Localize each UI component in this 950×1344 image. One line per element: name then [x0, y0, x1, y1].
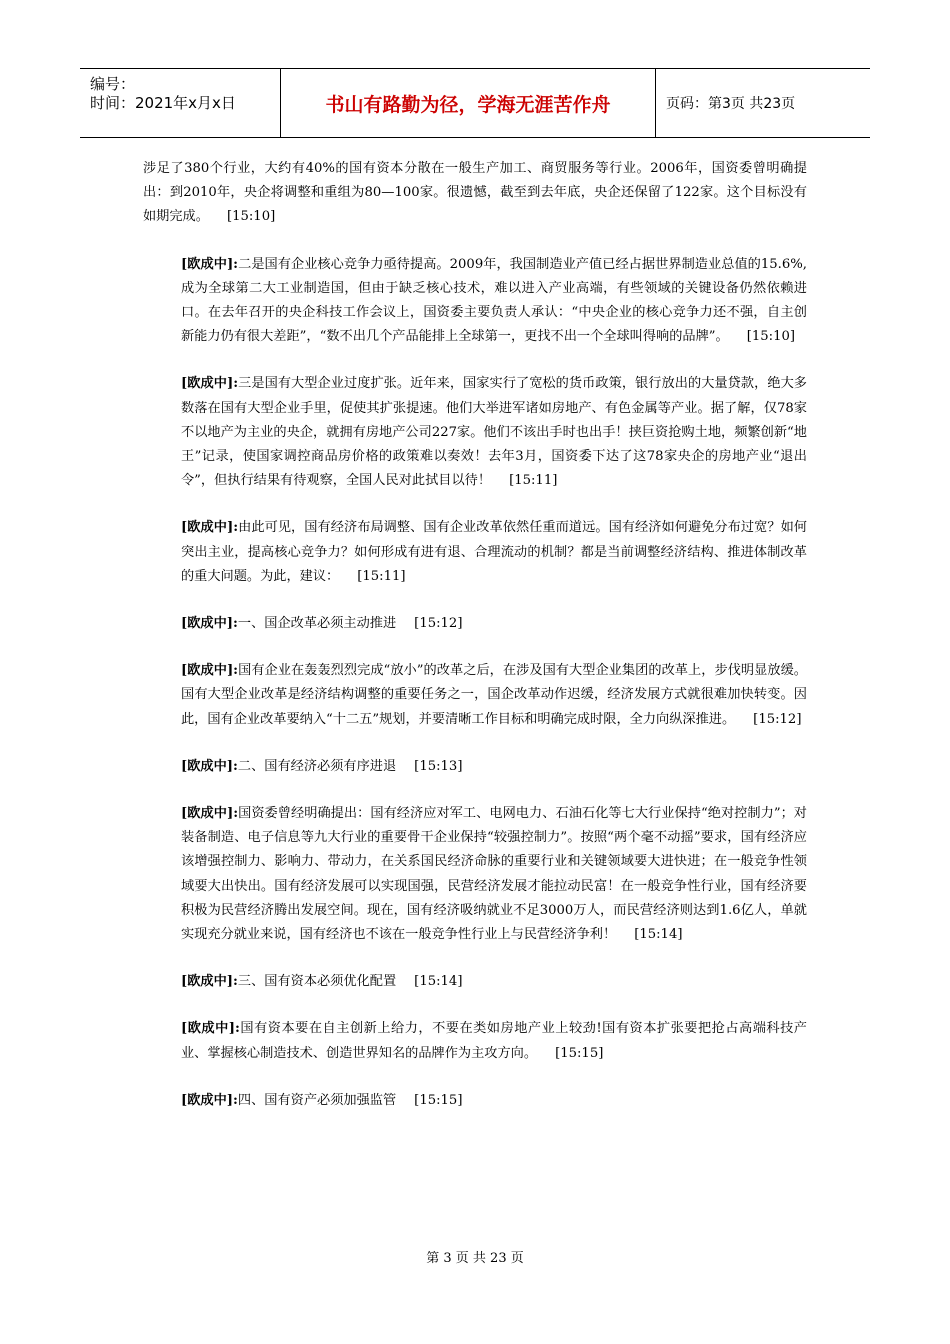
paragraph-text: 由此可见，国有经济布局调整、国有企业改革依然任重而道远。国有经济如何避免分布过宽？如何突出主业，提高核心竞争力？如何形成有进有退、合理流动的机制？都是当前调整经济结构、推进体制改革的重大问题。为此，建议： — [181, 520, 807, 584]
footer-page-number: 第 3 页 共 23 页 — [426, 1251, 524, 1266]
paragraph-3 — [143, 372, 807, 493]
paragraph-7 — [143, 755, 807, 779]
paragraph-2 — [143, 253, 807, 350]
page-header — [80, 68, 870, 138]
section-heading: 二、国有经济必须有序进退 — [237, 758, 397, 774]
timestamp: [15:14] — [414, 974, 463, 990]
paragraph-text: 涉足了380个行业，大约有40%的国有资本分散在一般生产加工、商贸服务等行业。2006年，国资委曾明确提出：到2010年，央企将调整和重组为80—100家。很遗憾，截至到去年底，央企还保留了122家。这个目标没有如期完成。 — [143, 161, 807, 225]
speaker-label: [欧成中]: — [181, 616, 238, 632]
paragraph-11 — [143, 1089, 807, 1113]
header-motto-cell — [281, 69, 656, 137]
speaker-label: [欧成中]: — [181, 758, 238, 774]
paragraph-text: 国有企业在轰轰烈烈完成“放小”的改革之后，在涉及国有大型企业集团的改革上，步伐明显放缓。国有大型企业改革是经济结构调整的重要任务之一，国企改革动作迟缓，经济发展方式就很难加快转变。因此，国有企业改革要纳入“十二五”规划，并要清晰工作目标和明确完成时限，全力向纵深推进。 — [181, 663, 807, 727]
section-heading: 四、国有资产必须加强监管 — [237, 1092, 397, 1108]
timestamp: [15:10] — [746, 329, 796, 345]
paragraph-text: 三是国有大型企业过度扩张。近年来，国家实行了宽松的货币政策，银行放出的大量贷款，绝大多数落在国有大型企业手里，促使其扩张提速。他们大举进军诸如房地产、有色金属等产业。据了解，仅78家不以地产为主业的央企，就拥有房地产公司227家。他们不该出手时也出手！挟巨资抢购土地，频繁创新“地王”记录，使国家调控商品房价格的政策难以奏效！去年3月，国资委下达了这78家央企的房地产业“退出令”，但执行结果有待观察，全国人民对此拭目以待！ — [181, 376, 807, 489]
speaker-label: [欧成中]: — [181, 376, 239, 392]
paragraph-text: 二是国有企业核心竞争力亟待提高。2009年，我国制造业产值已经占据世界制造业总值的15.6%,成为全球第二大工业制造国，但由于缺乏核心技术，难以进入产业高端，有些领域的关键设备仍然依赖进口。在去年召开的央企科技工作会议上，国资委主要负责人承认：“中央企业的核心竞争力还不强，自主创新能力仍有很大差距”，“数不出几个产品能排上全球第一，更找不出一个全球叫得响的品牌”。 — [181, 256, 807, 345]
paragraph-5 — [143, 612, 807, 636]
speaker-label: [欧成中]: — [181, 1021, 240, 1037]
paragraph-6 — [143, 659, 807, 732]
paragraph-10 — [143, 1017, 807, 1065]
timestamp: [15:10] — [226, 209, 276, 225]
header-page-cell — [656, 69, 870, 137]
paragraph-8 — [143, 802, 807, 947]
paragraph-text: 国有资本要在自主创新上给力，不要在类如房地产业上较劲!国有资本扩张要把抢占高端科技产业、掌握核心制造技术、创造世界知名的品牌作为主攻方向。 — [181, 1021, 807, 1061]
paragraph-4 — [143, 516, 807, 589]
document-number-label: 编号： — [90, 75, 136, 93]
paragraph-9 — [143, 970, 807, 994]
timestamp: [15:14] — [634, 927, 683, 943]
header-page-number: 页码：第3页 共23页 — [666, 96, 796, 112]
speaker-label: [欧成中]: — [181, 1092, 238, 1108]
timestamp: [15:13] — [414, 758, 463, 774]
speaker-label: [欧成中]: — [181, 663, 239, 679]
timestamp: [15:15] — [555, 1045, 604, 1061]
paragraph-1 — [143, 157, 807, 230]
document-body — [143, 157, 807, 1136]
speaker-label: [欧成中]: — [181, 974, 238, 990]
header-meta — [80, 69, 281, 137]
header-motto: 书山有路勤为径，学海无涯苦作舟 — [325, 93, 611, 116]
section-heading: 三、国有资本必须优化配置 — [237, 974, 397, 990]
document-time-label: 时间：2021年x月x日 — [90, 94, 236, 112]
timestamp: [15:11] — [357, 568, 406, 584]
timestamp: [15:12] — [414, 616, 463, 632]
timestamp: [15:12] — [753, 711, 802, 727]
timestamp: [15:15] — [414, 1092, 463, 1108]
timestamp: [15:11] — [509, 473, 558, 489]
speaker-label: [欧成中]: — [181, 256, 239, 272]
page-footer — [0, 1247, 950, 1266]
speaker-label: [欧成中]: — [181, 520, 239, 536]
section-heading: 一、国企改革必须主动推进 — [237, 616, 397, 632]
speaker-label: [欧成中]: — [181, 806, 239, 822]
paragraph-text: 国资委曾经明确提出：国有经济应对军工、电网电力、石油石化等七大行业保持“绝对控制力”；对装备制造、电子信息等九大行业的重要骨干企业保持“较强控制力”。按照“两个毫不动摇”要求，国有经济应该增强控制力、影响力、带动力，在关系国民经济命脉的重要行业和关键领域要大进快进；在一般竞争性领域要大出快出。国有经济发展可以实现国强，民营经济发展才能拉动民富！在一般竞争性行业，国有经济要积极为民营经济腾出发展空间。现在，国有经济吸纳就业不足3000万人，而民营经济则达到1.6亿人，单就实现充分就业来说，国有经济也不该在一般竞争性行业上与民营经济争利！ — [181, 806, 807, 943]
